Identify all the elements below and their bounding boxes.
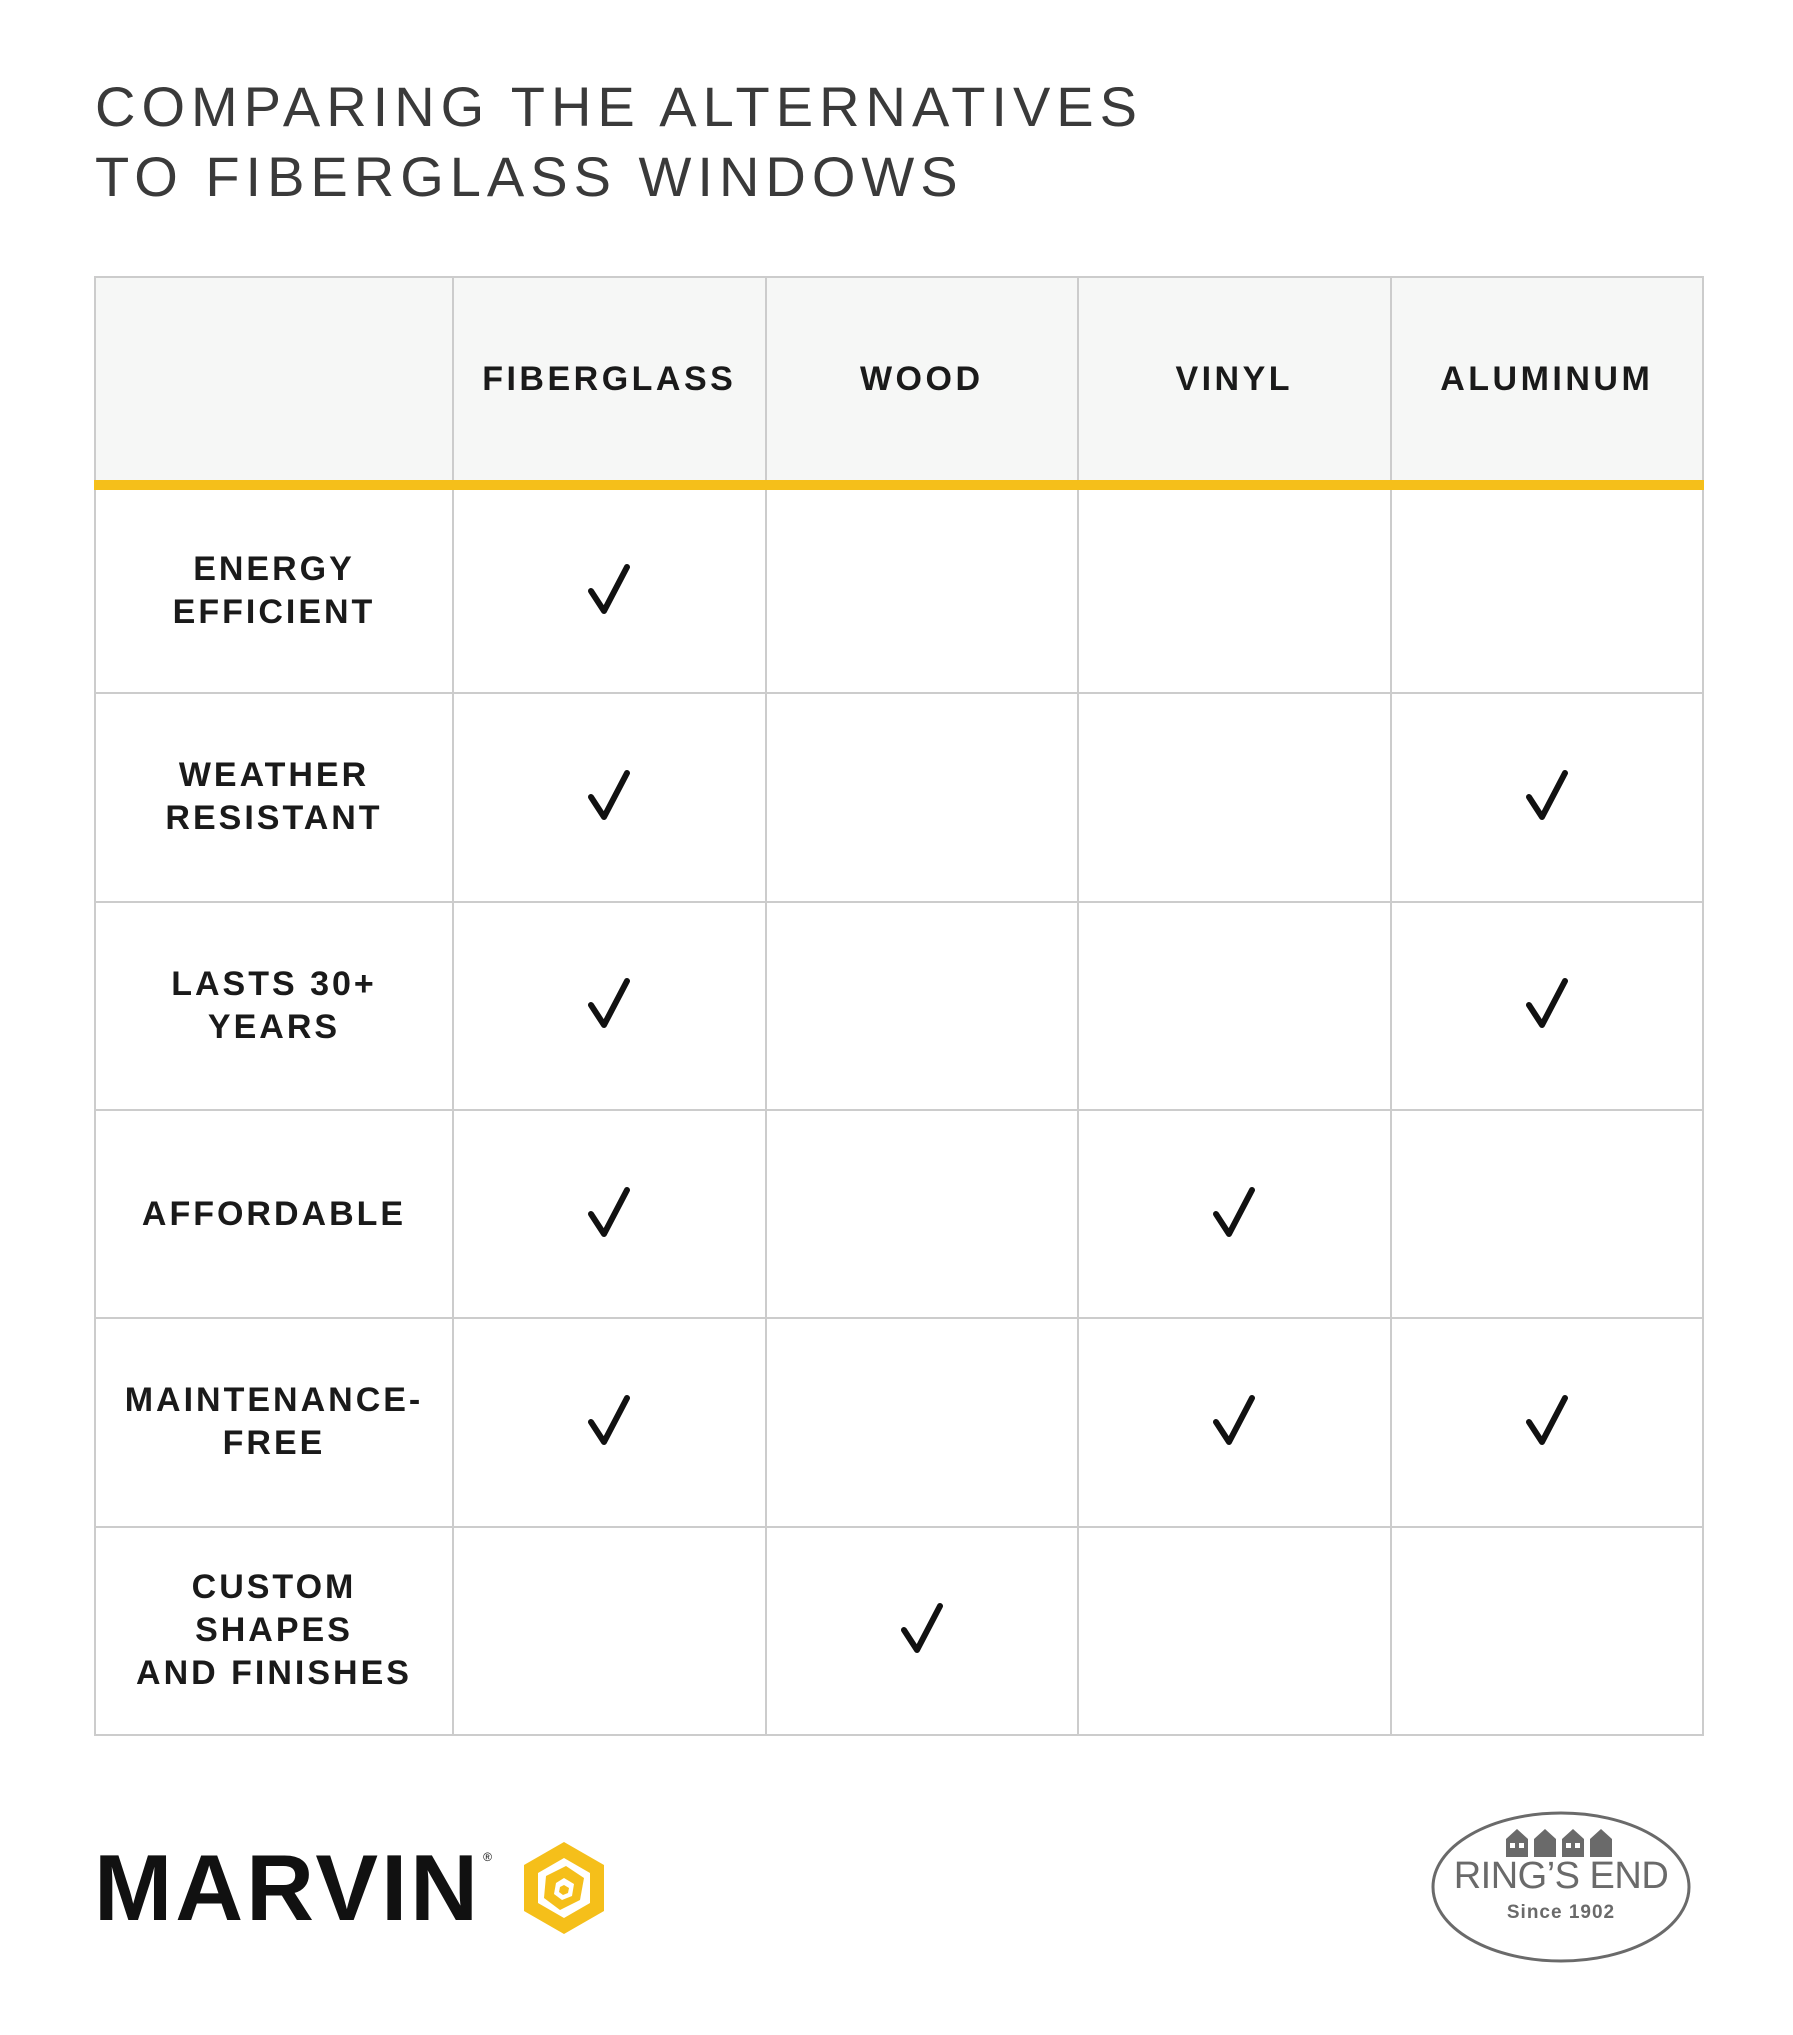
marvin-logo (94, 1835, 614, 1940)
table-row (95, 693, 1703, 901)
cell-vinyl (1078, 693, 1391, 901)
cell-wood (766, 1318, 1079, 1526)
checkmark-icon (585, 1184, 633, 1240)
cell-vinyl (1078, 1527, 1391, 1735)
cell-wood (766, 485, 1079, 693)
cell-aluminum (1391, 485, 1704, 693)
cell-vinyl (1078, 1318, 1391, 1526)
checkmark-icon (585, 767, 633, 823)
header-corner-cell (95, 277, 453, 485)
checkmark-icon (585, 561, 633, 617)
title-line-2: TO FIBERGLASS WINDOWS (95, 145, 964, 208)
cell-aluminum (1391, 1110, 1704, 1318)
checkmark-icon (585, 1392, 633, 1448)
cell-vinyl (1078, 1110, 1391, 1318)
column-header-vinyl: VINYL (1078, 277, 1391, 485)
cell-aluminum (1391, 1527, 1704, 1735)
cell-vinyl (1078, 902, 1391, 1110)
cell-fiberglass (453, 1110, 766, 1318)
table-body (95, 485, 1703, 1735)
cell-wood (766, 693, 1079, 901)
checkmark-icon (1523, 1392, 1571, 1448)
cell-fiberglass (453, 693, 766, 901)
cell-aluminum (1391, 902, 1704, 1110)
page-title (95, 72, 1143, 212)
checkmark-icon (585, 975, 633, 1031)
table-row (95, 1318, 1703, 1526)
checkmark-icon (1210, 1184, 1258, 1240)
row-label: MAINTENANCE- FREE (95, 1318, 453, 1526)
cell-fiberglass (453, 1318, 766, 1526)
row-label: CUSTOM SHAPES AND FINISHES (95, 1527, 453, 1735)
row-label: AFFORDABLE (95, 1110, 453, 1318)
checkmark-icon (1523, 975, 1571, 1031)
row-label: WEATHER RESISTANT (95, 693, 453, 901)
registered-mark: ® (483, 1850, 492, 1864)
marvin-wordmark: MARVIN (94, 1835, 482, 1940)
cell-wood (766, 1527, 1079, 1735)
rings-end-name: RING’S END (1453, 1855, 1669, 1897)
cell-wood (766, 902, 1079, 1110)
column-header-wood: WOOD (766, 277, 1079, 485)
table-row (95, 1527, 1703, 1735)
marvin-rose-icon (514, 1838, 614, 1938)
table-row (95, 902, 1703, 1110)
checkmark-icon (898, 1600, 946, 1656)
checkmark-icon (1210, 1392, 1258, 1448)
cell-wood (766, 1110, 1079, 1318)
cell-aluminum (1391, 693, 1704, 901)
comparison-table (94, 276, 1704, 1736)
header-row (95, 277, 1703, 485)
column-header-aluminum: ALUMINUM (1391, 277, 1704, 485)
column-header-fiberglass: FIBERGLASS (453, 277, 766, 485)
table-row (95, 485, 1703, 693)
row-label: ENERGY EFFICIENT (95, 485, 453, 693)
cell-fiberglass (453, 485, 766, 693)
houses-icon (1506, 1829, 1612, 1857)
rings-end-logo (1430, 1805, 1692, 1965)
title-line-1: COMPARING THE ALTERNATIVES (95, 75, 1144, 138)
cell-vinyl (1078, 485, 1391, 693)
table-header (95, 277, 1703, 485)
table-row (95, 1110, 1703, 1318)
row-label: LASTS 30+ YEARS (95, 902, 453, 1110)
rings-end-since: Since 1902 (1506, 1902, 1616, 1923)
checkmark-icon (1523, 767, 1571, 823)
cell-fiberglass (453, 1527, 766, 1735)
cell-fiberglass (453, 902, 766, 1110)
cell-aluminum (1391, 1318, 1704, 1526)
